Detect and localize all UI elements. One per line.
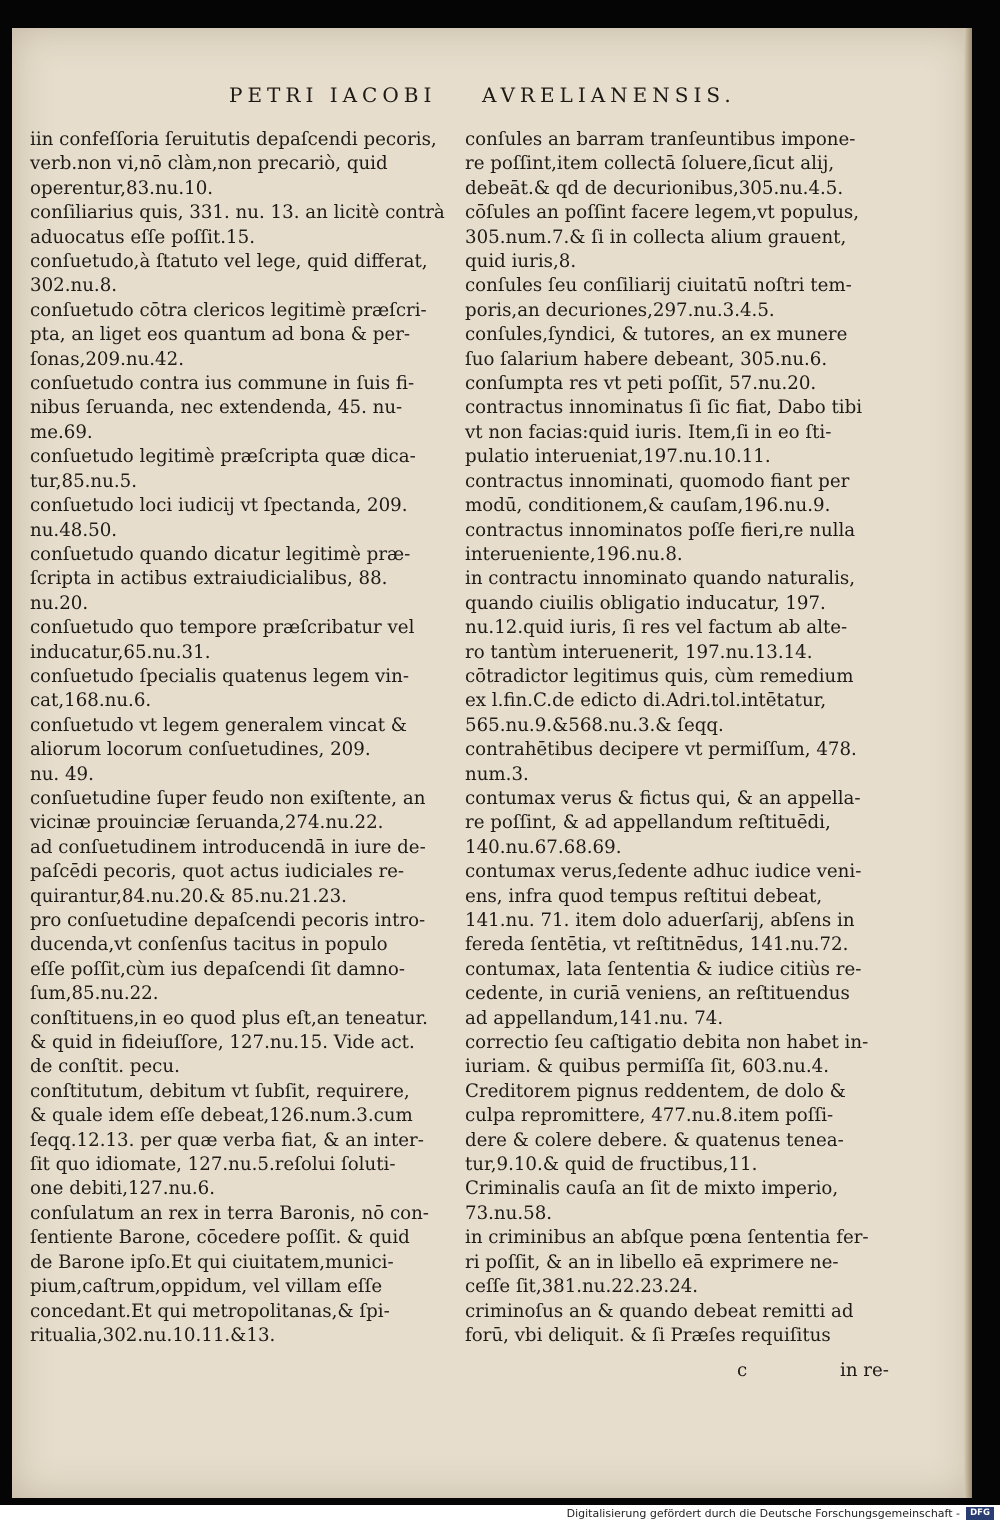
index-entry-line: ducenda,vt conſenſus tacitus in populo [30, 934, 388, 956]
index-entry [30, 836, 460, 909]
index-entry-line: in criminibus an abſque pœna ſententia fer- [465, 1227, 869, 1249]
index-entry-line: poris,an decuriones,297.nu.3.4.5. [465, 299, 775, 321]
index-entry-line: conſules an barram tranſeuntibus impone- [465, 129, 856, 150]
index-entry-line: cedente, in curiā veniens, an reſtituendus [465, 983, 850, 1005]
index-entry-line: ad appellandum,141.nu. 74. [465, 1007, 724, 1029]
index-entry [465, 958, 895, 1031]
index-entry-line: criminoſus an & quando debeat remitti ad [465, 1300, 854, 1322]
index-entry [30, 201, 460, 250]
index-entry-line: conſules,ſyndici, & tutores, an ex munere [465, 324, 848, 346]
index-entry-line: quando ciuilis obligatio inducatur, 197. [465, 592, 826, 614]
index-entry [465, 1177, 895, 1226]
index-entry [465, 396, 895, 469]
signature-mark: c [737, 1360, 748, 1381]
index-column-left [30, 128, 460, 1348]
index-entry-line: pta, an liget eos quantum ad bona & per- [30, 324, 411, 346]
index-entry-line: quid iuris,8. [465, 251, 577, 273]
index-entry-line: ſuo ſalarium habere debeant, 305.nu.6. [465, 348, 828, 370]
index-entry [30, 445, 460, 494]
index-entry [465, 665, 895, 738]
index-entry-line: nu.48.50. [30, 519, 118, 541]
index-entry-line: conſulatum an rex in terra Baronis, nō con- [30, 1202, 429, 1224]
index-entry-line: & quid in fideiuſſore, 127.nu.15. Vide act. [30, 1032, 415, 1054]
index-entry [465, 470, 895, 519]
index-entry [30, 616, 460, 665]
index-entry-line: contumax, lata ſententia & iudice citiùs re- [465, 958, 862, 980]
index-entry-line: 141.nu. 71. item dolo aduerſarij, abſens in [465, 910, 855, 931]
index-entry-line: ens, infra quod tempus reſtitui debeat, [465, 885, 823, 907]
index-entry-line: tur,85.nu.5. [30, 470, 137, 492]
index-entry-line: conſuetudo,à ſtatuto vel lege, quid differat, [30, 251, 428, 273]
index-entry [465, 1300, 895, 1349]
index-entry-line: eſſe poſſit,cùm ius depaſcendi ſit damno- [30, 958, 406, 980]
index-entry [465, 519, 895, 568]
index-entry-line: pulatio interueniat,197.nu.10.11. [465, 446, 771, 468]
index-entry-line: vicinæ prouinciæ ſeruanda,274.nu.22. [30, 812, 384, 834]
index-entry-line: 302.nu.8. [30, 275, 118, 297]
index-entry-line: conſuetudo legitimè præſcripta quæ dica- [30, 446, 416, 468]
index-entry [30, 299, 460, 372]
index-entry-line: conſuetudo ſpecialis quatenus legem vin- [30, 665, 409, 687]
index-entry [30, 494, 460, 543]
index-entry-line: conſumpta res vt peti poſſit, 57.nu.20. [465, 373, 817, 395]
index-entry-line: ri poſſit, & an in libello eā exprimere ne- [465, 1251, 839, 1273]
index-entry-line: paſcēdi pecoris, quot actus iudiciales re- [30, 861, 405, 883]
index-entry-line: ex l.fin.C.de edicto di.Adri.tol.intētatur, [465, 690, 827, 712]
index-entry-line: forū, vbi deliquit. & ſi Præſes requiſitus [465, 1324, 831, 1346]
index-entry-line: quirantur,84.nu.20.& 85.nu.21.23. [30, 885, 347, 907]
index-entry-line: & quale idem eſſe debeat,126.num.3.cum [30, 1105, 413, 1127]
index-entry-line: aduocatus eſſe poſſit.15. [30, 226, 255, 248]
index-entry [30, 250, 460, 299]
index-entry-line: conſuetudo quo tempore præſcribatur vel [30, 617, 415, 639]
index-entry-line: contractus innominatus ſi ſic fiat, Dabo tibi [465, 397, 863, 419]
index-entry-line: conſuetudo quando dicatur legitimè præ- [30, 543, 411, 565]
index-entry [465, 860, 895, 958]
index-entry-line: 305.num.7.& ſi in collecta alium grauent, [465, 226, 847, 248]
index-entry [465, 201, 895, 274]
index-entry-line: ritualia,302.nu.10.11.&13. [30, 1324, 276, 1346]
index-entry-line: nu.12.quid iuris, ſi res vel factum ab alte- [465, 617, 848, 639]
index-entry-line: nu. 49. [30, 763, 94, 785]
index-entry [30, 665, 460, 714]
index-entry [30, 1202, 460, 1348]
index-column-right [465, 128, 895, 1348]
index-entry-line: Criminalis cauſa an ſit de mixto imperio, [465, 1178, 839, 1200]
index-entry [30, 909, 460, 1007]
page-edge [964, 28, 972, 1498]
index-entry-line: cat,168.nu.6. [30, 690, 152, 712]
index-entry-line: contumax verus & fictus qui, & an appella- [465, 787, 861, 809]
index-entry [465, 567, 895, 665]
index-entry [465, 274, 895, 323]
index-entry-line: conſuetudo contra ius commune in ſuis fi- [30, 373, 415, 395]
index-entry-line: iin confeſſoria ſeruitutis depaſcendi pecoris, [30, 129, 437, 150]
index-entry-line: culpa repromittere, 477.nu.8.item poſſi- [465, 1105, 834, 1127]
index-entry-line: debeāt.& qd de decurionibus,305.nu.4.5. [465, 177, 844, 199]
index-entry-line: tur,9.10.& quid de fructibus,11. [465, 1154, 758, 1176]
page-foot [465, 1360, 895, 1384]
running-head-left: PETRI IACOBI [229, 83, 437, 107]
index-entry-line: conſules ſeu conſiliarij ciuitatū noſtri tem- [465, 275, 852, 297]
index-entry-line: concedant.Et qui metropolitanas,& ſpi- [30, 1300, 390, 1322]
index-entry-line: contrahētibus decipere vt permiſſum, 478. [465, 739, 857, 761]
index-entry [30, 1007, 460, 1080]
index-entry-line: modū, conditionem,& cauſam,196.nu.9. [465, 495, 831, 517]
index-entry-line: 565.nu.9.&568.nu.3.& ſeqq. [465, 714, 724, 736]
index-entry [465, 787, 895, 860]
index-entry-line: de Barone ipſo.Et qui ciuitatem,munici- [30, 1251, 394, 1273]
index-entry-line: cōſules an poſſint facere legem,vt populus, [465, 202, 860, 224]
index-entry-line: conſuetudine ſuper feudo non exiſtente, an [30, 787, 426, 809]
index-entry-line: ſum,85.nu.22. [30, 983, 159, 1005]
index-entry-line: iuriam. & quibus permiſſa ſit, 603.nu.4. [465, 1056, 830, 1078]
index-entry [30, 714, 460, 787]
index-entry-line: nu.20. [30, 592, 89, 614]
running-head-right: AVRELIANENSIS. [482, 83, 736, 107]
index-entry-line: re poſſint, & ad appellandum reſtituēdi, [465, 812, 831, 834]
index-entry-line: in contractu innominato quando naturalis, [465, 568, 856, 590]
index-entry-line: verb.non vi,nō clàm,non precariò, quid [30, 153, 388, 175]
index-entry-line: contractus innominatos poſſe fieri,re nulla [465, 519, 856, 541]
index-entry-line: num.3. [465, 763, 529, 785]
funding-note: Digitalisierung gefördert durch die Deutsche Forschungsgemeinschaft - [566, 1507, 960, 1520]
index-entry-line: inducatur,65.nu.31. [30, 641, 211, 663]
index-entry-line: fereda ſentētia, vt reſtitnēdus, 141.nu.72. [465, 934, 849, 956]
index-entry [465, 738, 895, 787]
index-entry-line: conſuetudo cōtra clericos legitimè præſcri- [30, 299, 427, 321]
index-entry [30, 128, 460, 201]
index-entry-line: aliorum locorum conſuetudines, 209. [30, 739, 371, 761]
index-entry-line: vt non facias:quid iuris. Item,ſi in eo ſti- [465, 421, 832, 443]
index-entry-line: pium,caſtrum,oppidum, vel villam eſſe [30, 1276, 383, 1298]
index-entry-line: de conſtit. pecu. [30, 1056, 180, 1078]
index-entry [465, 1080, 895, 1178]
index-entry-line: ſcripta in actibus extraiudicialibus, 88. [30, 568, 388, 590]
index-entry [465, 128, 895, 201]
index-entry-line: conſiliarius quis, 331. nu. 13. an licitè contrà [30, 202, 445, 224]
index-entry [30, 372, 460, 445]
digitization-footer [0, 1505, 1000, 1522]
index-entry-line: correctio ſeu caſtigatio debita non habet in- [465, 1032, 869, 1054]
index-entry-line: one debiti,127.nu.6. [30, 1178, 216, 1200]
catchword: in re- [840, 1360, 889, 1381]
index-entry [465, 1226, 895, 1299]
index-entry-line: interueniente,196.nu.8. [465, 543, 683, 565]
index-entry-line: operentur,83.nu.10. [30, 177, 214, 199]
index-entry-line: contractus innominati, quomodo fiant per [465, 470, 850, 492]
index-entry-line: me.69. [30, 421, 93, 443]
index-entry-line: ſentiente Barone, cōcedere poſſit. & quid [30, 1227, 410, 1249]
index-entry-line: ſonas,209.nu.42. [30, 348, 184, 370]
index-entry-line: ro tantùm interuenerit, 197.nu.13.14. [465, 641, 813, 663]
index-entry-line: ad conſuetudinem introducendā in iure de- [30, 836, 426, 858]
index-entry [30, 1080, 460, 1202]
index-entry [30, 787, 460, 836]
index-entry-line: Creditorem pignus reddentem, de dolo & [465, 1080, 846, 1102]
book-page [12, 28, 972, 1498]
index-entry-line: conſuetudo loci iudicij vt ſpectanda, 209. [30, 495, 408, 517]
index-entry-line: conſtitutum, debitum vt ſubſit, requirere, [30, 1080, 410, 1102]
index-entry-line: conſtituens,in eo quod plus eſt,an teneatur. [30, 1007, 428, 1029]
index-entry-line: pro conſuetudine depaſcendi pecoris intro- [30, 910, 426, 931]
index-entry-line: ſeqq.12.13. per quæ verba fiat, & an inter- [30, 1129, 424, 1151]
index-entry-line: nibus ſeruanda, nec extendenda, 45. nu- [30, 397, 403, 419]
index-entry [465, 372, 895, 396]
index-entry [465, 1031, 895, 1080]
index-entry [30, 543, 460, 616]
index-entry [465, 323, 895, 372]
index-entry-line: ceſſe ſit,381.nu.22.23.24. [465, 1276, 699, 1298]
index-entry-line: re poſſint,item collectā ſoluere,ſicut alij, [465, 153, 835, 175]
index-entry-line: contumax verus,ſedente adhuc iudice veni- [465, 861, 862, 883]
dfg-logo: DFG [966, 1507, 994, 1520]
index-entry-line: 140.nu.67.68.69. [465, 836, 622, 858]
index-entry-line: conſuetudo vt legem generalem vincat & [30, 714, 407, 736]
index-entry-line: 73.nu.58. [465, 1202, 553, 1224]
index-entry-line: dere & colere debere. & quatenus tenea- [465, 1129, 844, 1151]
index-entry-line: ſit quo idiomate, 127.nu.5.reſolui ſoluti- [30, 1154, 396, 1176]
index-entry-line: cōtradictor legitimus quis, cùm remedium [465, 665, 854, 687]
